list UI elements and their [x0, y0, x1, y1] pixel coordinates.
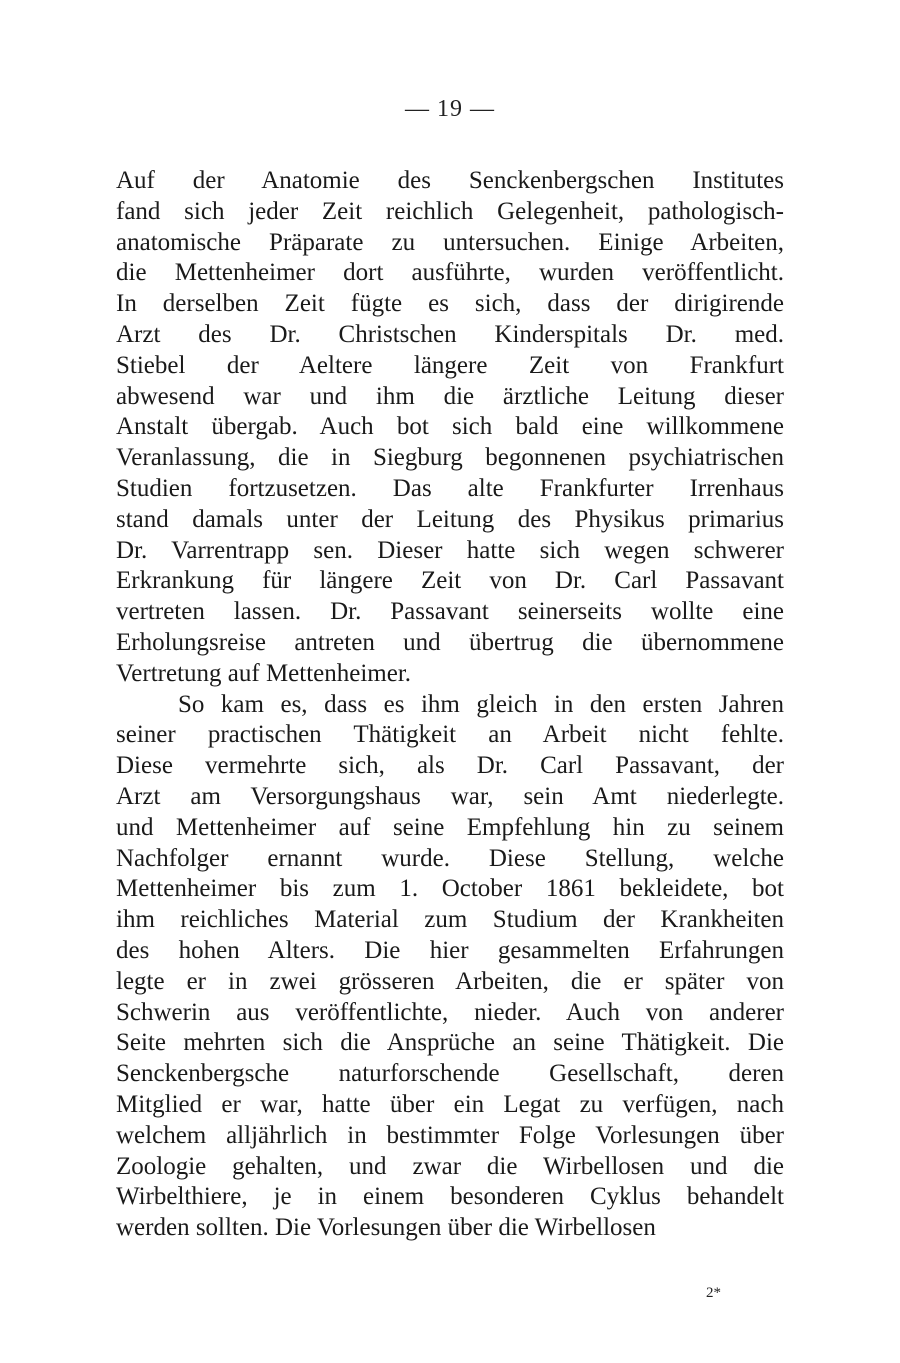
text-line: Dr. Varrentrapp sen. Dieser hatte sich wegen schwerer [116, 536, 784, 564]
text-line: Erholungsreise antreten und übertrug die übernommene [116, 628, 784, 656]
text-line: des hohen Alters. Die hier gesammelten Erfahrungen [116, 936, 784, 964]
text-line: Anstalt übergab. Auch bot sich bald eine willkommene [116, 413, 784, 441]
text-line: Mitglied er war, hatte über ein Legat zu verfügen, nach [116, 1090, 784, 1118]
text-line: Mettenheimer bis zum 1. October 1861 bekleidete, bot [116, 875, 784, 903]
text-line: die Mettenheimer dort ausführte, wurden veröffentlicht. [116, 259, 784, 287]
text-line: Senckenbergsche naturforschende Gesellschaft, deren [116, 1060, 784, 1088]
text-line: Seite mehrten sich die Ansprüche an seine Thätigkeit. Die [116, 1029, 784, 1057]
paragraph-2 [116, 690, 784, 1244]
text-line: Schwerin aus veröffentlichte, nieder. Auch von anderer [116, 998, 784, 1026]
text-line: Erkrankung für längere Zeit von Dr. Carl Passavant [116, 567, 784, 595]
text-line: legte er in zwei grösseren Arbeiten, die er später von [116, 967, 784, 995]
text-line: seiner practischen Thätigkeit an Arbeit nicht fehlte. [116, 721, 784, 749]
paragraph-1 [116, 166, 784, 690]
text-line: welchem alljährlich in bestimmter Folge Vorlesungen über [116, 1121, 784, 1149]
text-line: fand sich jeder Zeit reichlich Gelegenheit, pathologisch- [116, 197, 784, 225]
text-line: Zoologie gehalten, und zwar die Wirbellosen und die [116, 1152, 784, 1180]
text-line: Diese vermehrte sich, als Dr. Carl Passavant, der [116, 752, 784, 780]
text-line: In derselben Zeit fügte es sich, dass der dirigirende [116, 290, 784, 318]
text-line: werden sollten. Die Vorlesungen über die Wirbellosen [116, 1214, 656, 1242]
text-line: Arzt des Dr. Christschen Kinderspitals Dr. med. [116, 320, 784, 348]
signature-mark: 2* [706, 1285, 721, 1301]
text-line: stand damals unter der Leitung des Physikus primarius [116, 505, 784, 533]
text-line: Arzt am Versorgungshaus war, sein Amt niederlegte. [116, 782, 784, 810]
text-line: ihm reichliches Material zum Studium der Krankheiten [116, 906, 784, 934]
text-line: anatomische Präparate zu untersuchen. Einige Arbeiten, [116, 228, 784, 256]
text-line: Auf der Anatomie des Senckenbergschen Institutes [116, 167, 784, 194]
text-line: Stiebel der Aeltere längere Zeit von Frankfurt [116, 351, 784, 379]
body-text [116, 166, 784, 1244]
text-line: Vertretung auf Mettenheimer. [116, 659, 412, 687]
text-line: Studien fortzusetzen. Das alte Frankfurter Irrenhaus [116, 474, 784, 502]
page-number: — 19 — [405, 96, 495, 122]
text-line: So kam es, dass es ihm gleich in den ersten Jahren [178, 690, 784, 718]
text-line: Wirbelthiere, je in einem besonderen Cyklus behandelt [116, 1183, 784, 1211]
text-line: Veranlassung, die in Siegburg begonnenen psychiatrischen [116, 444, 784, 472]
text-line: Nachfolger ernannt wurde. Diese Stellung, welche [116, 844, 784, 872]
text-line: abwesend war und ihm die ärztliche Leitung dieser [116, 382, 784, 410]
text-line: vertreten lassen. Dr. Passavant seinerseits wollte eine [116, 598, 784, 626]
text-line: und Mettenheimer auf seine Empfehlung hin zu seinem [116, 813, 784, 841]
